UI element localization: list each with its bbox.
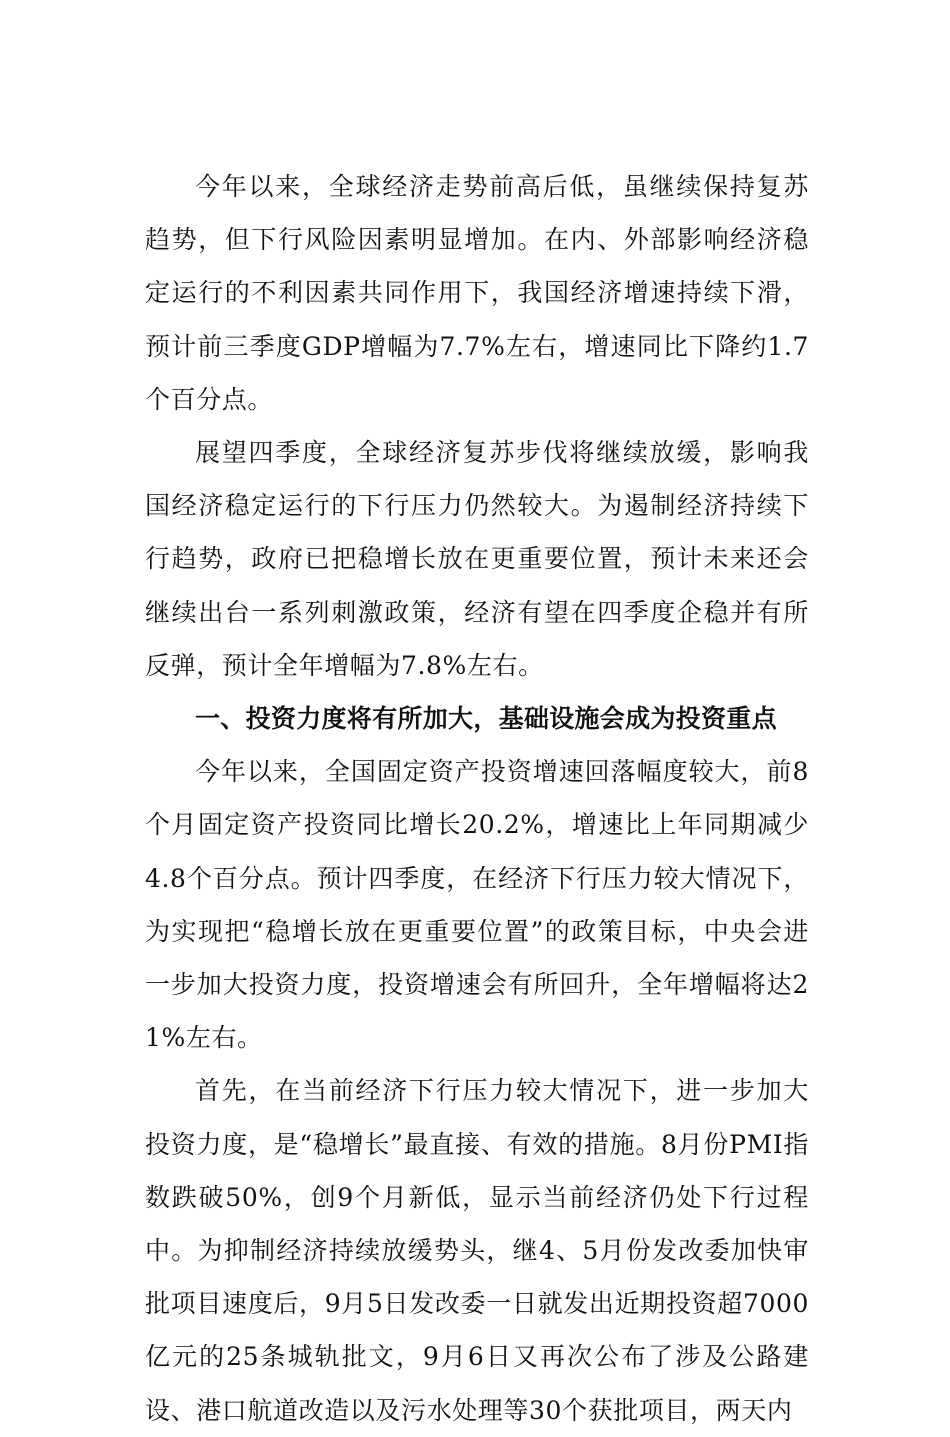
paragraph-fixed-asset-investment: 今年以来，全国固定资产投资增速回落幅度较大，前8个月固定资产投资同比增长20.2%，增速比上年同期减少4.8个百分点。预计四季度，在经济下行压力较大情况下，为实现把“稳增长放在更重要位置”的政策目标，中央会进一步加大投资力度，投资增速会有所回升，全年增幅将达21%左右。	[145, 757, 809, 1053]
paragraph-fourth-quarter-outlook: 展望四季度，全球经济复苏步伐将继续放缓，影响我国经济稳定运行的下行压力仍然较大。为遏制经济持续下行趋势，政府已把稳增长放在更重要位置，预计未来还会继续出台一系列刺激政策，经济有望在四季度企稳并有所反弹，预计全年增幅为7.8%左右。	[145, 438, 809, 680]
paragraph-stable-growth-measures: 首先，在当前经济下行压力较大情况下，进一步加大投资力度，是“稳增长”最直接、有效的措施。8月份PMI指数跌破50%，创9个月新低，显示当前经济仍处下行过程中。为抑制经济持续放缓势头，继4、5月份发改委加快审批项目速度后，9月5日发改委一日就发出近期投资超7000亿元的25条城轨批文，9月6日又再次公布了涉及公路建设、港口航道改造以及污水处理等30个获批项目，两天内	[145, 1076, 809, 1425]
section-heading-investment: 一、投资力度将有所加大，基础设施会成为投资重点	[195, 704, 777, 734]
paragraph-global-economy: 今年以来，全球经济走势前高后低，虽继续保持复苏趋势，但下行风险因素明显增加。在内、外部影响经济稳定运行的不利因素共同作用下，我国经济增速持续下滑，预计前三季度GDP增幅为7.7%左右，增速同比下降约1.7个百分点。	[145, 172, 809, 414]
document-body	[145, 160, 809, 1437]
